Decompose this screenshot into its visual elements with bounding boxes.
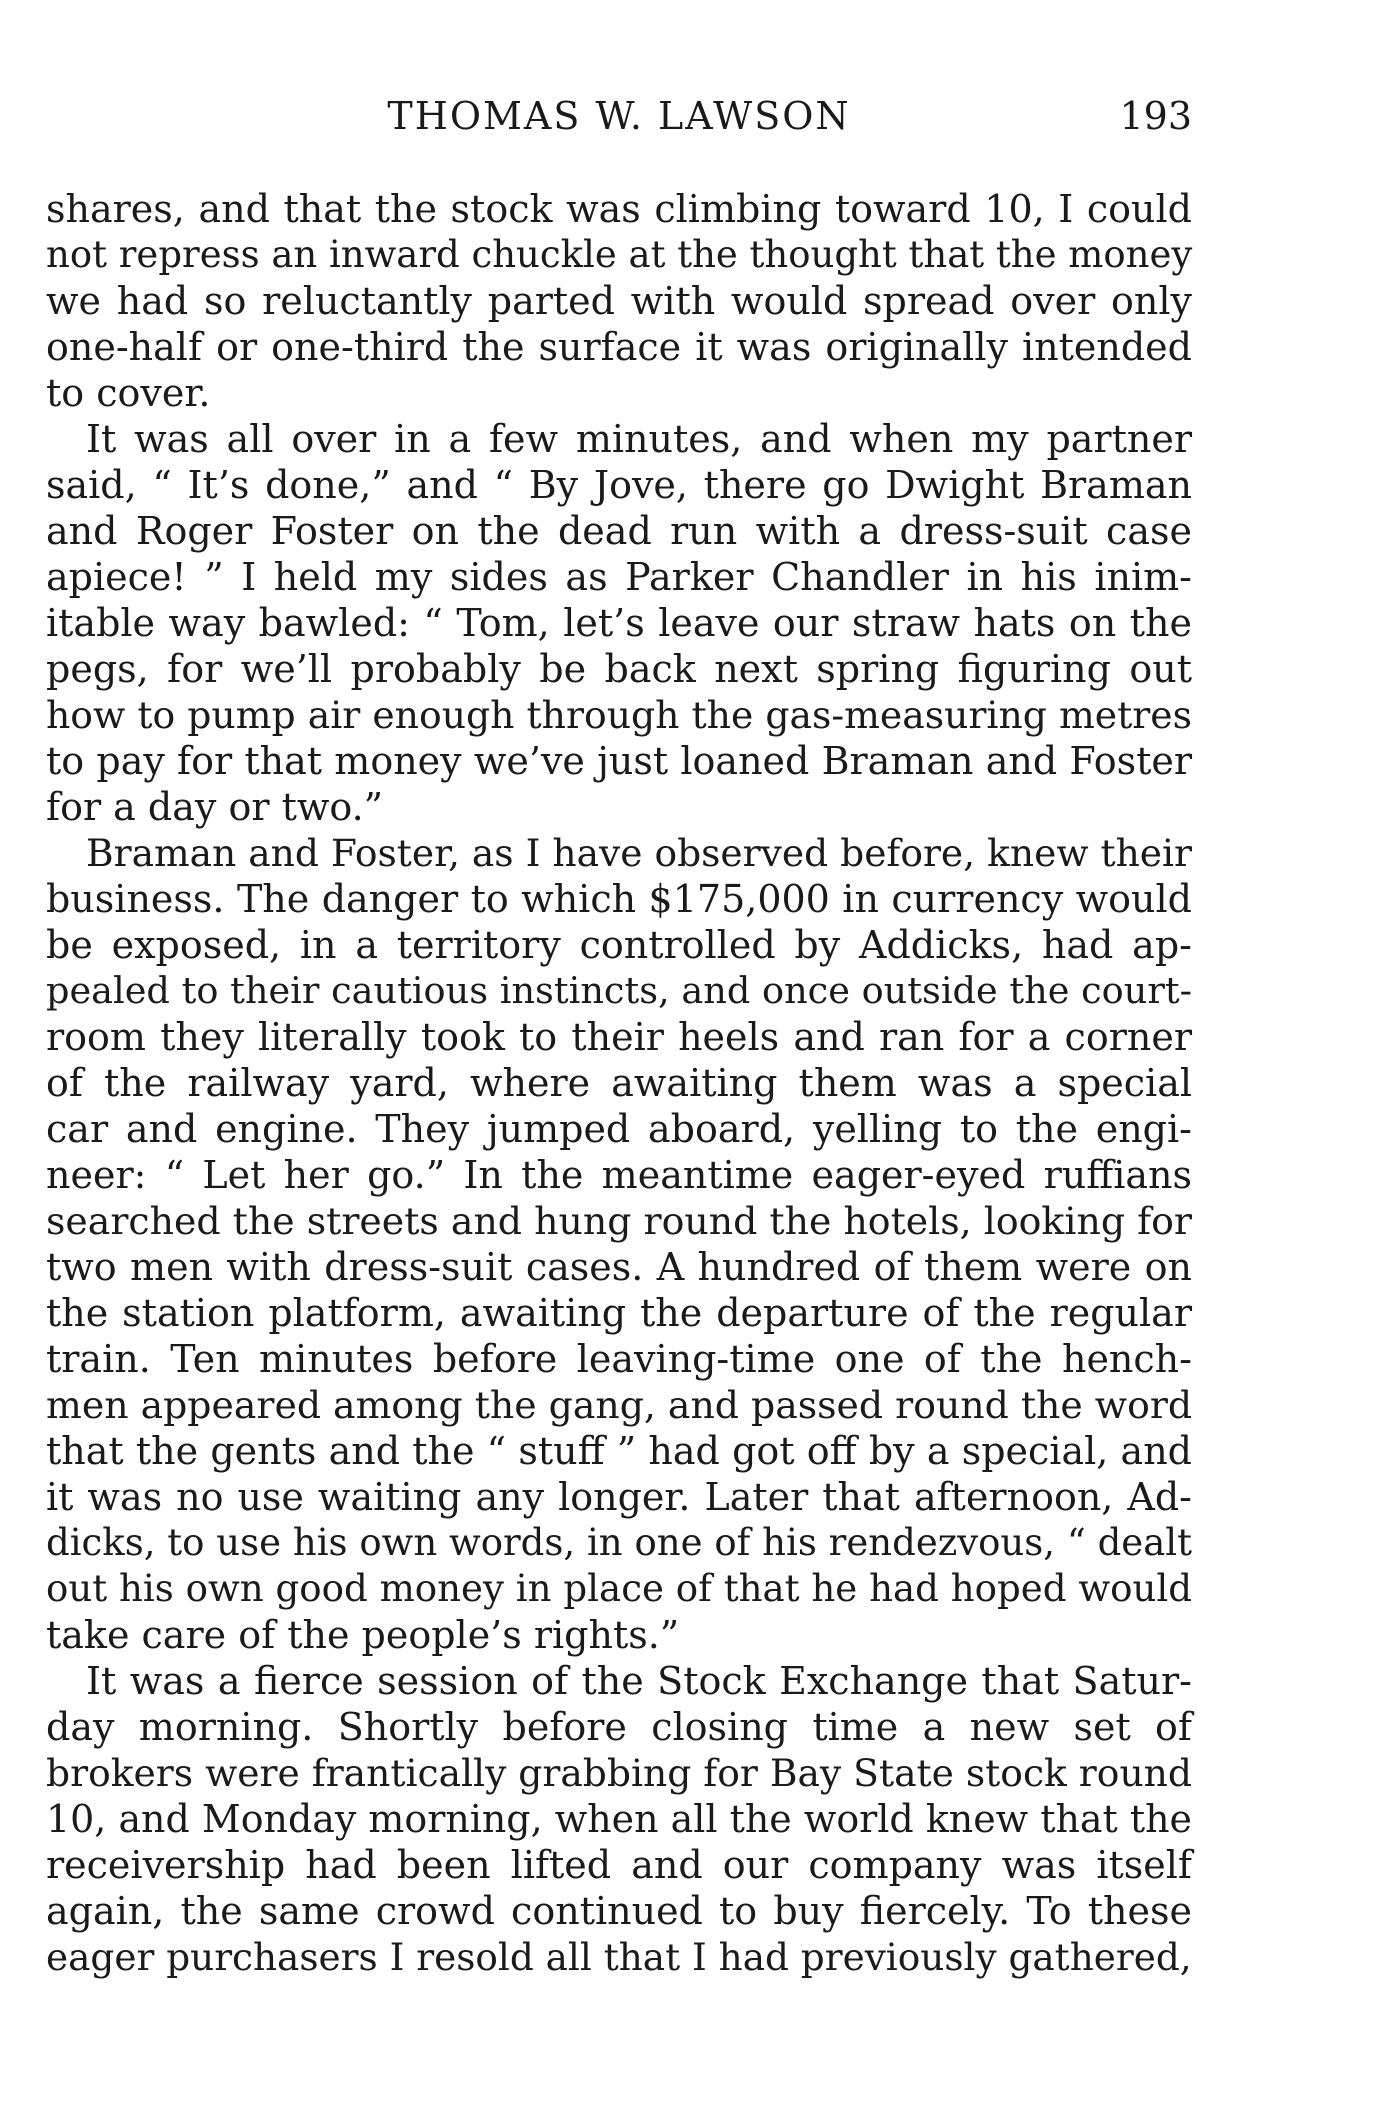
text-line: out his own good money in place of that he had hoped would bbox=[46, 1567, 1192, 1610]
text-line: eager purchasers I resold all that I had previously gathered, bbox=[46, 1935, 1192, 1979]
text-line: business. The danger to which $175,000 in currency would bbox=[46, 877, 1192, 921]
text-line: pealed to their cautious instincts, and once outside the court- bbox=[46, 969, 1192, 1012]
text-line: pegs, for we’ll probably be back next spring figuring out bbox=[46, 647, 1192, 691]
text-line: said, “ It’s done,” and “ By Jove, there go Dwight Braman bbox=[46, 463, 1192, 507]
text-line: train. Ten minutes before leaving-time one of the hench- bbox=[46, 1337, 1192, 1381]
running-title: THOMAS W. LAWSON bbox=[387, 94, 851, 138]
text-line: receivership had been lifted and our company was itself bbox=[46, 1843, 1192, 1887]
text-line: Braman and Foster, as I have observed before, knew their bbox=[86, 831, 1192, 875]
text-line: It was a fierce session of the Stock Exchange that Satur- bbox=[86, 1659, 1192, 1703]
text-line: to pay for that money we’ve just loaned Braman and Foster bbox=[46, 739, 1192, 783]
body-text bbox=[46, 186, 1192, 1980]
text-line: one-half or one-third the surface it was originally intended bbox=[46, 325, 1192, 369]
text-line: itable way bawled: “ Tom, let’s leave our straw hats on the bbox=[46, 601, 1192, 645]
text-line: it was no use waiting any longer. Later that afternoon, Ad- bbox=[46, 1475, 1192, 1519]
text-line: 10, and Monday morning, when all the world knew that the bbox=[46, 1797, 1192, 1841]
text-line: of the railway yard, where awaiting them was a special bbox=[46, 1061, 1192, 1105]
text-line: the station platform, awaiting the departure of the regular bbox=[46, 1291, 1192, 1335]
text-line: two men with dress-suit cases. A hundred of them were on bbox=[46, 1245, 1192, 1289]
text-line: day morning. Shortly before closing time a new set of bbox=[46, 1705, 1192, 1749]
text-line: be exposed, in a territory controlled by Addicks, had ap- bbox=[46, 923, 1192, 967]
text-line: for a day or two.” bbox=[46, 785, 384, 829]
text-line: and Roger Foster on the dead run with a dress-suit case bbox=[46, 509, 1192, 553]
page-number: 193 bbox=[1119, 94, 1192, 138]
text-line: we had so reluctantly parted with would spread over only bbox=[46, 279, 1192, 323]
text-line: take care of the people’s rights.” bbox=[46, 1613, 680, 1657]
text-line: again, the same crowd continued to buy fiercely. To these bbox=[46, 1889, 1192, 1933]
text-line: searched the streets and hung round the hotels, looking for bbox=[46, 1199, 1192, 1243]
text-line: neer: “ Let her go.” In the meantime eager-eyed ruffians bbox=[46, 1153, 1192, 1197]
text-line: not repress an inward chuckle at the thought that the money bbox=[46, 233, 1193, 276]
text-line: apiece! ” I held my sides as Parker Chandler in his inim- bbox=[46, 555, 1192, 599]
text-line: how to pump air enough through the gas-measuring metres bbox=[46, 693, 1192, 737]
text-line: room they literally took to their heels and ran for a corner bbox=[46, 1015, 1192, 1059]
text-line: men appeared among the gang, and passed round the word bbox=[46, 1383, 1193, 1427]
text-line: that the gents and the “ stuff ” had got off by a special, and bbox=[46, 1429, 1192, 1473]
text-line: shares, and that the stock was climbing toward 10, I could bbox=[46, 187, 1192, 231]
text-line: car and engine. They jumped aboard, yelling to the engi- bbox=[46, 1107, 1192, 1151]
text-line: to cover. bbox=[46, 371, 211, 415]
running-head bbox=[46, 88, 1192, 144]
text-line: It was all over in a few minutes, and when my partner bbox=[86, 417, 1192, 461]
text-line: brokers were frantically grabbing for Bay State stock round bbox=[46, 1751, 1192, 1795]
text-line: dicks, to use his own words, in one of his rendezvous, “ dealt bbox=[46, 1521, 1192, 1564]
